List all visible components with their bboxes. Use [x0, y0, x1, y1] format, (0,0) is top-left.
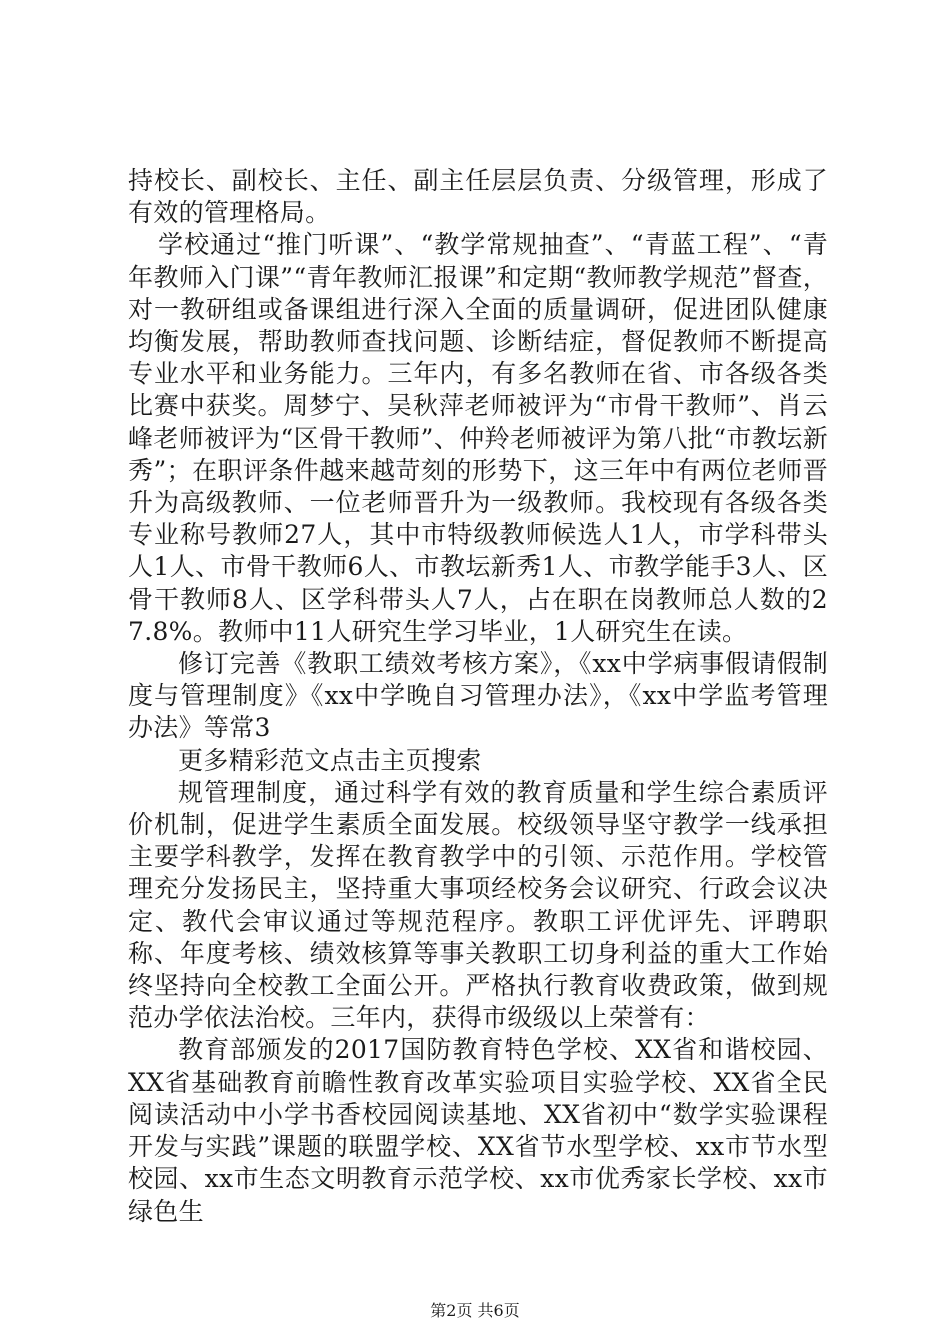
paragraph-5: 规管理制度，通过科学有效的教育质量和学生综合素质评价机制，促进学生素质全面发展。校级领导坚守教学一线承担主要学科教学，发挥在教育教学中的引领、示范作用。学校管理充分发扬民主，坚持重大事项经校务会议研究、行政会议决定、教代会审议通过等规范程序。教职工评优评先、评聘职称、年度考核、绩效核算等事关教职工切身利益的重大工作始终坚持向全校教工全面公开。严格执行教育收费政策，做到规范办学依法治校。三年内，获得市级级以上荣誉有： — [128, 777, 828, 1033]
paragraph-4-more-link: 更多精彩范文点击主页搜索 — [178, 745, 482, 775]
page-number-footer: 第2页 共6页 — [430, 1301, 520, 1320]
paragraph-6: 教育部颁发的2017国防教育特色学校、XX省和谐校园、XX省基础教育前瞻性教育改革实验项目实验学校、XX省全民阅读活动中小学书香校园阅读基地、XX省初中“数学实验课程开发与实践”课题的联盟学校、XX省节水型学校、xx市节水型校园、xx市生态文明教育示范学校、xx市优秀家长学校、xx市绿色生 — [128, 1035, 828, 1226]
document-body — [128, 165, 828, 1228]
paragraph-2: 学校通过“推门听课”、“教学常规抽查”、“青蓝工程”、“青年教师入门课”“青年教师汇报课”和定期“教师教学规范”督查，对一教研组或备课组进行深入全面的质量调研，促进团队健康均衡发展，帮助教师查找问题、诊断结症，督促教师不断提高专业水平和业务能力。三年内，有多名教师在省、市各级各类比赛中获奖。周梦宁、吴秋萍老师被评为“市骨干教师”、肖云峰老师被评为“区骨干教师”、仲羚老师被评为第八批“市教坛新秀”；在职评条件越来越苛刻的形势下，这三年中有两位老师晋升为高级教师、一位老师晋升为一级教师。我校现有各级各类专业称号教师27人，其中市特级教师候选人1人，市学科带头人1人、市骨干教师6人、市教坛新秀1人、市教学能手3人、区骨干教师8人、区学科带头人7人，占在职在岗教师总人数的27.8%。教师中11人研究生学习毕业，1人研究生在读。 — [128, 230, 828, 646]
paragraph-3: 修订完善《教职工绩效考核方案》，《xx中学病事假请假制度与管理制度》《xx中学晚自习管理办法》，《xx中学监考管理办法》等常3 — [128, 649, 828, 743]
paragraph-1: 持校长、副校长、主任、副主任层层负责、分级管理，形成了有效的管理格局。 — [128, 166, 828, 228]
